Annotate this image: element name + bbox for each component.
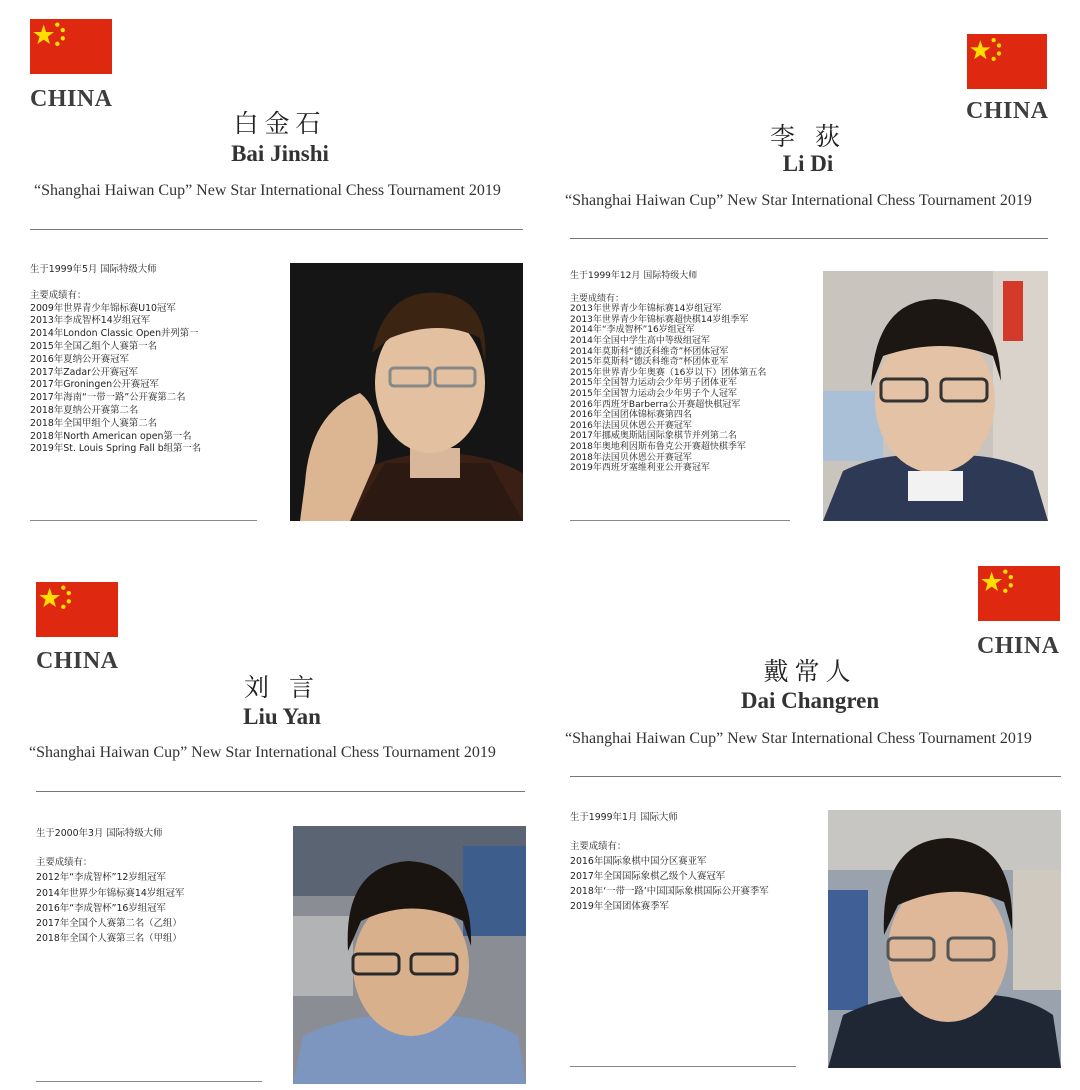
achievement-item: 2013年世界青少年锦标赛超快棋14岁组季军 (570, 314, 749, 325)
achievement-item: 2014年莫斯科“德沃科维奇”杯团体冠军 (570, 346, 729, 357)
achievement-item: 2014年“李成智杯”16岁组冠军 (570, 325, 695, 336)
achievement-item: 2016年夏纳公开赛冠军 (30, 353, 129, 365)
achievement-item: 2017年Zadar公开赛冠军 (30, 366, 138, 378)
tournament-title: “Shanghai Haiwan Cup” New Star International Chess Tournament 2019 (565, 730, 1032, 747)
achievement-item: 2017年挪威奥斯陆国际象棋节并列第二名 (570, 431, 737, 442)
achievement-item: 2009年世界青少年锦标赛U10冠军 (30, 302, 176, 314)
achievement-item: 2017年海南“一带一路”公开赛第二名 (30, 392, 186, 404)
born-title-text: 生于1999年1月 国际大师 (570, 812, 678, 823)
achievements-heading: 主要成绩有： (570, 293, 625, 304)
achievement-item: 2015年全国智力运动会少年男子团体亚军 (570, 378, 737, 389)
player-card-dai-changren (540, 545, 1080, 1090)
player-name-chinese: 戴常人 (763, 657, 857, 686)
divider (570, 776, 1061, 777)
achievement-item: 2016年法国贝休恩公开赛冠军 (570, 420, 692, 431)
player-card-bai-jinshi (0, 0, 540, 545)
player-photo (293, 826, 526, 1084)
achievements-heading: 主要成绩有： (30, 289, 87, 301)
achievement-item: 2013年李成智杯14岁组冠军 (30, 315, 151, 327)
player-name-chinese: 白金石 (233, 109, 327, 138)
tournament-title: “Shanghai Haiwan Cup” New Star International Chess Tournament 2019 (565, 192, 1032, 209)
achievement-item: 2015年莫斯科“德沃科维奇”杯团体亚军 (570, 357, 729, 368)
achievement-item: 2017年全国个人赛第二名（乙组） (36, 918, 182, 930)
player-info (36, 826, 296, 946)
achievement-item: 2015年全国乙组个人赛第一名 (30, 340, 157, 352)
achievement-item: 2014年London Classic Open并列第一 (30, 328, 199, 340)
china-flag-icon (978, 566, 1060, 621)
player-name-english: Bai Jinshi (231, 141, 329, 166)
achievement-item: 2018年全国个人赛第三名（甲组） (36, 933, 182, 945)
divider-bottom (36, 1081, 262, 1082)
achievement-item: 2018年奥地利因斯布鲁克公开赛超快棋季军 (570, 441, 746, 452)
born-title-text: 生于2000年3月 国际特级大师 (36, 828, 163, 839)
player-photo (828, 810, 1061, 1068)
china-flag-icon (36, 582, 118, 637)
divider-bottom (30, 520, 257, 521)
player-card-liu-yan (0, 545, 540, 1090)
achievement-item: 2018年‘一带一路’中国国际象棋国际公开赛季军 (570, 886, 769, 897)
country-label: CHINA (36, 648, 119, 674)
tournament-title: “Shanghai Haiwan Cup” New Star International Chess Tournament 2019 (34, 182, 501, 199)
achievement-item: 2015年世界青少年奥赛（16岁以下）团体第五名 (570, 367, 767, 378)
achievement-item: 2018年夏纳公开赛第二名 (30, 404, 139, 416)
player-name-english: Li Di (782, 151, 834, 176)
player-name-english: Dai Changren (740, 688, 880, 713)
china-flag-icon (30, 19, 112, 74)
born-title-text: 生于1999年12月 国际特级大师 (570, 271, 698, 281)
player-info (570, 810, 830, 914)
achievement-item: 2017年全国国际象棋乙级个人赛冠军 (570, 871, 726, 882)
tournament-title: “Shanghai Haiwan Cup” New Star International Chess Tournament 2019 (29, 744, 496, 761)
achievement-item: 2019年St. Louis Spring Fall b组第一名 (30, 443, 202, 455)
player-name-chinese: 刘 言 (244, 673, 320, 702)
achievement-item: 2019年西班牙塞维利亚公开赛冠军 (570, 463, 710, 474)
china-flag-icon (967, 34, 1047, 89)
achievements-heading: 主要成绩有： (36, 857, 93, 869)
player-info (30, 264, 280, 456)
divider (570, 238, 1048, 239)
achievement-item: 2014年全国中学生高中等级组冠军 (570, 335, 710, 346)
player-name-chinese: 李 荻 (770, 122, 846, 151)
achievement-item: 2014年世界少年锦标赛14岁组冠军 (36, 887, 185, 899)
achievement-item: 2018年法国贝休恩公开赛冠军 (570, 452, 692, 463)
achievement-item: 2016年西班牙Barberra公开赛超快棋冠军 (570, 399, 741, 410)
achievement-item: 2017年Groningen公开赛冠军 (30, 379, 159, 391)
achievement-item: 2013年世界青少年锦标赛14岁组冠军 (570, 304, 722, 315)
achievement-item: 2012年“李成智杯”12岁组冠军 (36, 872, 166, 884)
achievement-item: 2019年全国团体赛季军 (570, 901, 669, 912)
achievements-heading: 主要成绩有： (570, 841, 627, 852)
divider (36, 791, 525, 792)
achievement-item: 2018年North American open第一名 (30, 430, 192, 442)
born-title-text: 生于1999年5月 国际特级大师 (30, 264, 157, 275)
achievement-item: 2018年全国甲组个人赛第二名 (30, 417, 157, 429)
achievement-item: 2016年“李成智杯”16岁组冠军 (36, 902, 166, 914)
player-photo (290, 263, 523, 521)
player-name-english: Liu Yan (243, 704, 321, 729)
country-label: CHINA (30, 86, 113, 112)
player-card-li-di (540, 0, 1080, 545)
achievement-item: 2015年全国智力运动会少年男子个人冠军 (570, 388, 737, 399)
country-label: CHINA (977, 633, 1060, 659)
divider-bottom (570, 520, 790, 521)
player-info (570, 271, 830, 474)
divider-bottom (570, 1066, 796, 1067)
player-photo (823, 271, 1048, 521)
divider (30, 229, 523, 230)
country-label: CHINA (966, 98, 1049, 124)
achievement-item: 2016年国际象棋中国分区赛亚军 (570, 856, 707, 867)
achievement-item: 2016年全国团体锦标赛第四名 (570, 410, 692, 421)
